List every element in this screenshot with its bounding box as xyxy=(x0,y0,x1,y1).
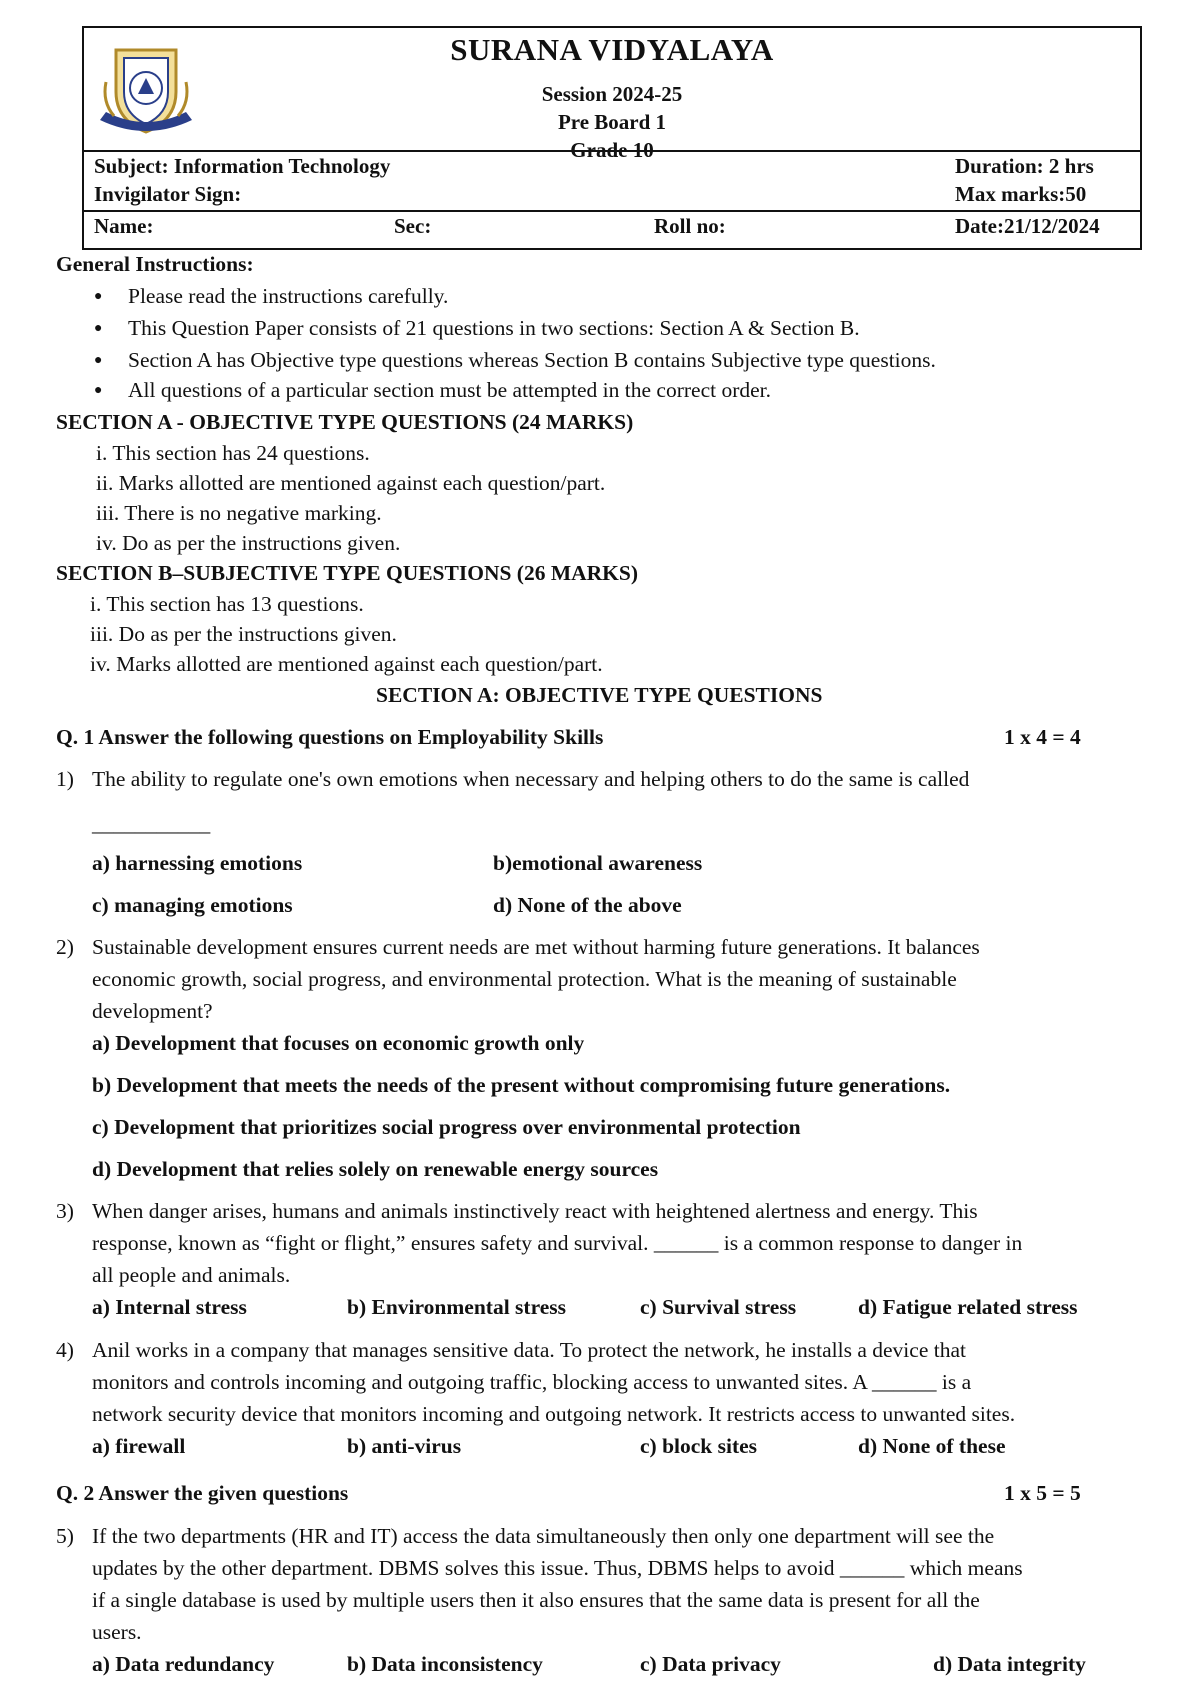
list-item: ii. Marks allotted are mentioned against each question/part. xyxy=(96,471,606,495)
question-number: 4) xyxy=(56,1338,74,1362)
header-box xyxy=(82,26,1142,250)
option: a) Development that focuses on economic growth only xyxy=(92,1031,585,1055)
option: d) Development that relies solely on renewable energy sources xyxy=(92,1157,659,1181)
question-number: 1) xyxy=(56,767,74,791)
question-text: updates by the other department. DBMS solves this issue. Thus, DBMS helps to avoid ______ which means xyxy=(92,1556,1023,1580)
list-item: iv. Do as per the instructions given. xyxy=(96,531,401,555)
exam-name: Pre Board 1 xyxy=(557,110,667,134)
question-number: 3) xyxy=(56,1199,74,1223)
q1-title: Q. 1 Answer the following questions on Employability Skills xyxy=(56,725,604,749)
duration: Duration: 2 hrs xyxy=(955,154,1094,178)
option: c) Survival stress xyxy=(640,1295,797,1319)
option: c) Development that prioritizes social progress over environmental protection xyxy=(92,1115,801,1139)
general-instructions-heading: General Instructions: xyxy=(56,252,254,276)
question-text: Sustainable development ensures current needs are met without harming future generations. It balances xyxy=(92,935,980,959)
q2-marks: 1 x 5 = 5 xyxy=(1004,1481,1081,1505)
invigilator-sign: Invigilator Sign: xyxy=(94,182,242,206)
option: a) harnessing emotions xyxy=(92,851,303,875)
section-b-info-heading: SECTION B–SUBJECTIVE TYPE QUESTIONS (26 MARKS) xyxy=(56,561,639,585)
option: a) Data redundancy xyxy=(92,1652,275,1676)
name-field: Name: xyxy=(94,214,154,238)
school-name: SURANA VIDYALAYA xyxy=(450,32,774,67)
option: b) Data inconsistency xyxy=(347,1652,543,1676)
max-marks: Max marks:50 xyxy=(955,182,1087,206)
question-number: 2) xyxy=(56,935,74,959)
option: c) Data privacy xyxy=(640,1652,781,1676)
question-text: When danger arises, humans and animals instinctively react with heightened alertness and energy. This xyxy=(92,1199,978,1223)
list-item: iv. Marks allotted are mentioned against each question/part. xyxy=(90,652,603,676)
q2-title: Q. 2 Answer the given questions xyxy=(56,1481,349,1505)
question-text: response, known as “fight or flight,” ensures safety and survival. ______ is a common response to danger in xyxy=(92,1231,1023,1255)
question-text: If the two departments (HR and IT) access the data simultaneously then only one department will see the xyxy=(92,1524,995,1548)
option: d) None of these xyxy=(858,1434,1006,1458)
list-item: ● This Question Paper consists of 21 questions in two sections: Section A & Section B. xyxy=(128,316,860,341)
option: b) anti-virus xyxy=(347,1434,462,1458)
option: a) Internal stress xyxy=(92,1295,247,1319)
option: b) Development that meets the needs of the present without compromising future generations. xyxy=(92,1073,951,1097)
option: c) block sites xyxy=(640,1434,758,1458)
option: d) None of the above xyxy=(493,893,682,917)
list-item: i. This section has 13 questions. xyxy=(90,592,364,616)
sec-field: Sec: xyxy=(394,214,432,238)
question-text: Anil works in a company that manages sensitive data. To protect the network, he installs a device that xyxy=(92,1338,966,1362)
date: Date:21/12/2024 xyxy=(955,214,1100,238)
question-text: network security device that monitors incoming and outgoing network. It restricts access to unwanted sites. xyxy=(92,1402,1016,1426)
list-item: iii. There is no negative marking. xyxy=(96,501,382,525)
section-a-info-heading: SECTION A - OBJECTIVE TYPE QUESTIONS (24 MARKS) xyxy=(56,410,634,434)
grade: Grade 10 xyxy=(570,138,654,162)
section-a-title: SECTION A: OBJECTIVE TYPE QUESTIONS xyxy=(376,683,823,707)
list-item: ● Section A has Objective type questions whereas Section B contains Subjective type questions. xyxy=(128,348,936,373)
list-item: ● All questions of a particular section must be attempted in the correct order. xyxy=(128,378,771,403)
option: b)emotional awareness xyxy=(493,851,703,875)
option: d) Data integrity xyxy=(933,1652,1086,1676)
option: d) Fatigue related stress xyxy=(858,1295,1078,1319)
list-item: ● Please read the instructions carefully. xyxy=(128,284,448,309)
roll-field: Roll no: xyxy=(654,214,726,238)
list-item: i. This section has 24 questions. xyxy=(96,441,370,465)
question-text: economic growth, social progress, and environmental protection. What is the meaning of sustainable xyxy=(92,967,957,991)
question-text: all people and animals. xyxy=(92,1263,291,1287)
answer-blank: ___________ xyxy=(92,812,211,836)
option: a) firewall xyxy=(92,1434,186,1458)
q1-marks: 1 x 4 = 4 xyxy=(1004,725,1081,749)
question-text: The ability to regulate one's own emotions when necessary and helping others to do the same is called xyxy=(92,767,970,791)
list-item: iii. Do as per the instructions given. xyxy=(90,622,397,646)
question-number: 5) xyxy=(56,1524,74,1548)
session: Session 2024-25 xyxy=(541,82,683,106)
divider xyxy=(84,210,1140,212)
question-text: development? xyxy=(92,999,213,1023)
question-text: monitors and controls incoming and outgoing traffic, blocking access to unwanted sites. A ______ is a xyxy=(92,1370,972,1394)
question-text: if a single database is used by multiple users then it also ensures that the same data is present for all the xyxy=(92,1588,980,1612)
option: c) managing emotions xyxy=(92,893,293,917)
divider xyxy=(84,150,1140,152)
subject: Subject: Information Technology xyxy=(94,154,391,178)
question-text: users. xyxy=(92,1620,142,1644)
option: b) Environmental stress xyxy=(347,1295,566,1319)
